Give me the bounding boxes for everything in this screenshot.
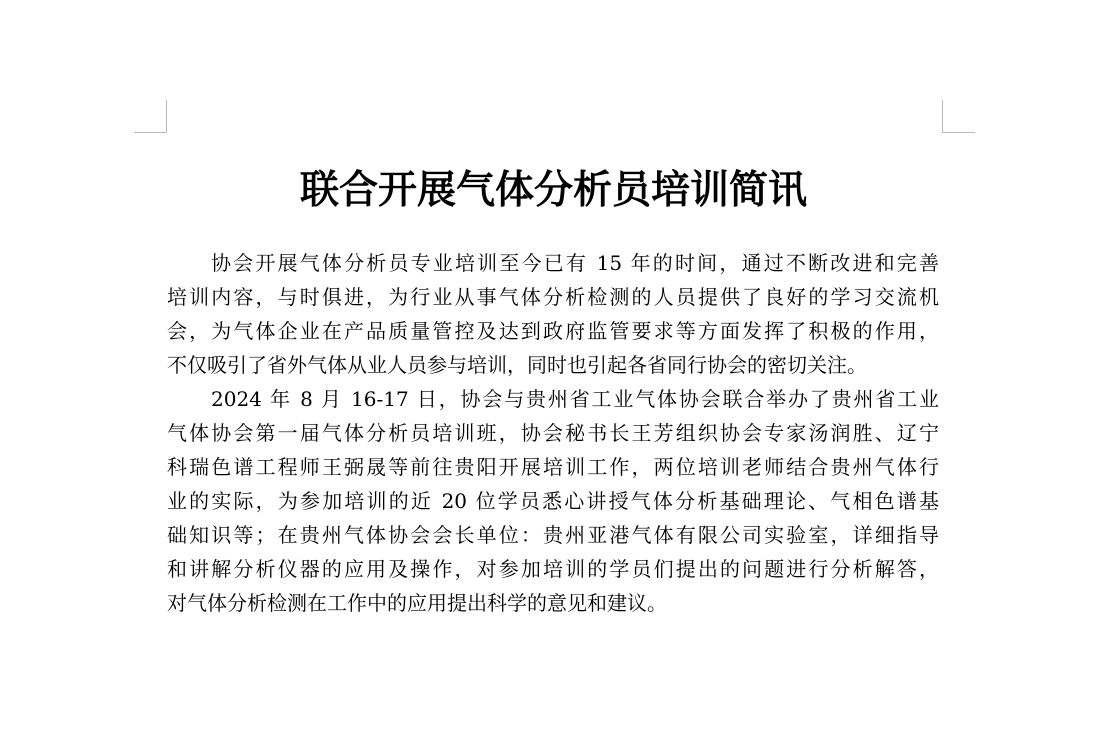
paragraph-line: 和讲解分析仪器的应用及操作，对参加培训的学员们提出的问题进行分析解答， [167, 557, 939, 581]
paragraph-2 [167, 382, 939, 620]
paragraph-line: 培训内容，与时俱进，为行业从事气体分析检测的人员提供了良好的学习交流机 [167, 285, 939, 309]
margin-corner-mark-top-right [942, 100, 975, 133]
paragraph-line: 气体协会第一届气体分析员培训班，协会秘书长王芳组织协会专家汤润胜、辽宁 [167, 421, 939, 445]
paragraph-line: 科瑞色谱工程师王弼晟等前往贵阳开展培训工作，两位培训老师结合贵州气体行 [167, 455, 939, 479]
paragraph-line: 对气体分析检测在工作中的应用提出科学的意见和建议。 [167, 591, 667, 615]
paragraph-line: 会，为气体企业在产品质量管控及达到政府监管要求等方面发挥了积极的作用， [167, 319, 939, 343]
margin-corner-mark-top-left [134, 100, 167, 133]
paragraph-line: 协会开展气体分析员专业培训至今已有 15 年的时间，通过不断改进和完善 [211, 251, 939, 275]
paragraph-line: 不仅吸引了省外气体从业人员参与培训，同时也引起各省同行协会的密切关注。 [167, 353, 867, 377]
document-body [167, 246, 939, 620]
document-title: 联合开展气体分析员培训简讯 [299, 168, 807, 213]
paragraph-line: 2024 年 8 月 16-17 日，协会与贵州省工业气体协会联合举办了贵州省工业 [211, 387, 939, 411]
paragraph-line: 础知识等；在贵州气体协会会长单位：贵州亚港气体有限公司实验室，详细指导 [167, 523, 939, 547]
paragraph-line: 业的实际，为参加培训的近 20 位学员悉心讲授气体分析基础理论、气相色谱基 [167, 489, 939, 513]
paragraph-1 [167, 246, 939, 382]
